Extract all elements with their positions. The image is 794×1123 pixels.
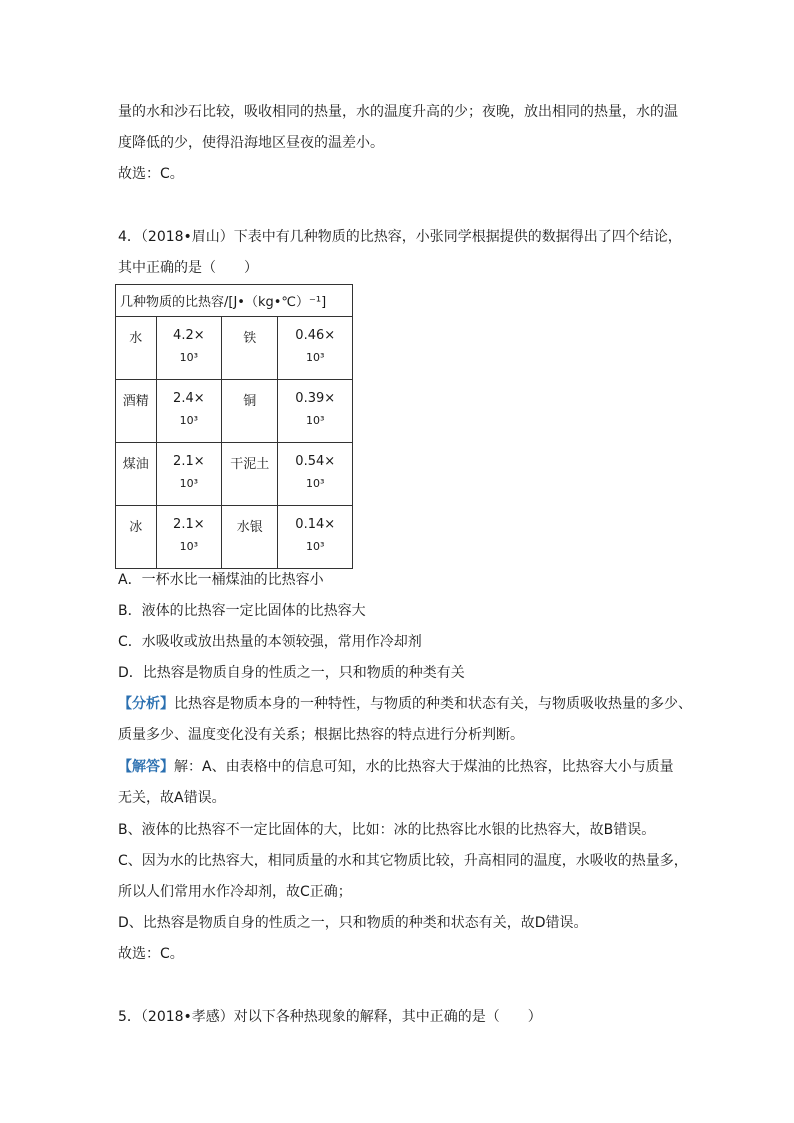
- value-mantissa: 0.39×: [295, 391, 336, 406]
- value-exponent: 10³: [179, 351, 199, 364]
- option-b: B．液体的比热容一定比固体的比热容大: [118, 603, 366, 619]
- solution-line-2: 无关，故A错误。: [118, 790, 226, 806]
- solution-text: 解：A、由表格中的信息可知，水的比热容大于煤油的比热容，比热容大小与质量: [174, 759, 674, 775]
- analysis-tag: 【分析】: [118, 696, 174, 712]
- substance-name: 铜: [243, 394, 257, 409]
- option-d: D．比热容是物质自身的性质之一，只和物质的种类有关: [118, 665, 465, 681]
- value-exponent: 10³: [306, 540, 325, 553]
- table-row: [116, 380, 353, 443]
- table-row: [116, 317, 353, 380]
- solution-tag: 【解答】: [118, 759, 174, 775]
- substance-name: 水银: [236, 520, 263, 535]
- solution-line-1: [118, 757, 674, 777]
- continuation-line-2: 度降低的少，使得沿海地区昼夜的温差小。: [118, 135, 384, 151]
- value-mantissa: 2.1×: [173, 517, 205, 532]
- value-mantissa: 4.2×: [173, 328, 205, 343]
- value-exponent: 10³: [179, 414, 199, 427]
- table-row: [116, 506, 353, 569]
- value-mantissa: 0.54×: [295, 454, 336, 469]
- value-exponent: 10³: [306, 414, 325, 427]
- question-4-answer: 故选：C。: [118, 946, 184, 962]
- value-mantissa: 2.1×: [173, 454, 205, 469]
- value-mantissa: 0.14×: [295, 517, 336, 532]
- table-header: 几种物质的比热容/[J•（kg•℃）⁻¹]: [116, 285, 353, 317]
- question-4-stem-line-1: 4．（2018•眉山）下表中有几种物质的比热容，小张同学根据提供的数据得出了四个结论，: [118, 229, 682, 245]
- question-4-stem-line-2: 其中正确的是（ ）: [118, 260, 258, 276]
- value-mantissa: 0.46×: [295, 328, 336, 343]
- question-5-stem: 5．（2018•孝感）对以下各种热现象的解释，其中正确的是（ ）: [118, 1009, 542, 1025]
- analysis-line-1: [118, 694, 692, 714]
- option-c: C．水吸收或放出热量的本领较强，常用作冷却剂: [118, 634, 422, 650]
- substance-name: 酒精: [122, 394, 149, 409]
- analysis-line-2: 质量多少、温度变化没有关系；根据比热容的特点进行分析判断。: [118, 727, 524, 743]
- value-exponent: 10³: [306, 351, 325, 364]
- table-row: [116, 443, 353, 506]
- value-exponent: 10³: [179, 477, 199, 490]
- option-a: A．一杯水比一桶煤油的比热容小: [118, 572, 324, 588]
- solution-c-line-1: C、因为水的比热容大，相同质量的水和其它物质比较，升高相同的温度，水吸收的热量多，: [118, 853, 688, 869]
- value-exponent: 10³: [306, 477, 325, 490]
- substance-name: 水: [129, 331, 143, 346]
- analysis-text: 比热容是物质本身的一种特性，与物质的种类和状态有关，与物质吸收热量的多少、: [174, 696, 692, 712]
- value-mantissa: 2.4×: [173, 391, 205, 406]
- substance-name: 干泥土: [230, 457, 270, 472]
- substance-name: 铁: [243, 331, 257, 346]
- substance-name: 煤油: [122, 457, 149, 472]
- substance-name: 冰: [129, 520, 143, 535]
- solution-b: B、液体的比热容不一定比固体的大，比如：冰的比热容比水银的比热容大，故B错误。: [118, 822, 656, 838]
- continuation-answer: 故选：C。: [118, 166, 184, 182]
- continuation-line-1: 量的水和沙石比较，吸收相同的热量，水的温度升高的少；夜晚，放出相同的热量，水的温: [118, 104, 678, 120]
- solution-c-line-2: 所以人们常用水作冷却剂，故C正确；: [118, 884, 352, 900]
- specific-heat-table: [115, 284, 353, 569]
- solution-d: D、比热容是物质自身的性质之一，只和物质的种类和状态有关，故D错误。: [118, 915, 588, 931]
- value-exponent: 10³: [179, 540, 199, 553]
